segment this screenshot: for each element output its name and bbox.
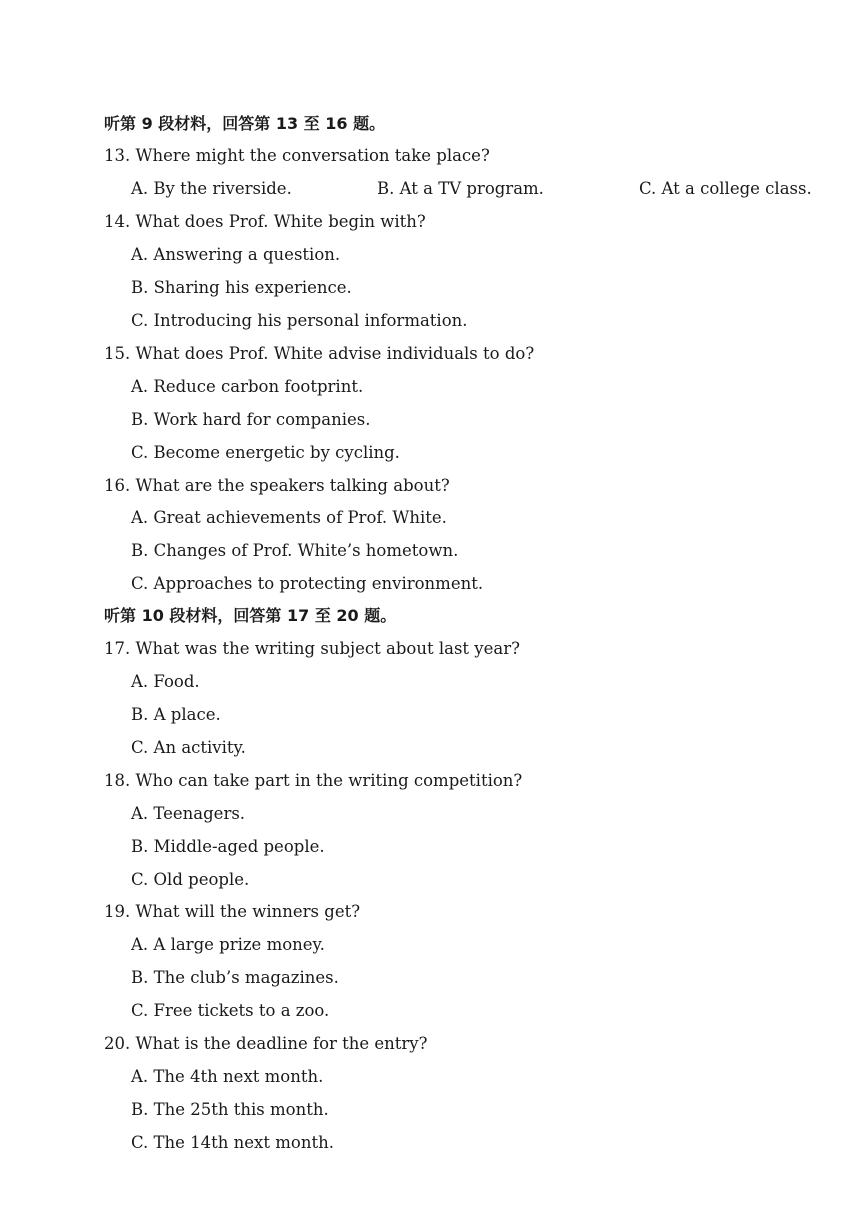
question-18-stem: 18. Who can take part in the writing competition? [104,771,523,790]
question-13-option-c: C. At a college class. [639,179,812,198]
section-heading-9: 听第 9 段材料，回答第 13 至 16 题。 [104,114,386,133]
question-17-option-a: A. Food. [131,672,200,691]
question-20-option-a: A. The 4th next month. [131,1067,324,1086]
question-14-stem: 14. What does Prof. White begin with? [104,212,426,231]
question-19-stem: 19. What will the winners get? [104,902,361,921]
question-13-option-b: B. At a TV program. [377,179,544,198]
question-19-option-a: A. A large prize money. [131,935,325,954]
question-16-option-c: C. Approaches to protecting environment. [131,574,484,593]
question-17-option-c: C. An activity. [131,738,246,757]
question-17-option-b: B. A place. [131,705,221,724]
question-16-stem: 16. What are the speakers talking about? [104,476,450,495]
question-16-option-a: A. Great achievements of Prof. White. [131,508,447,527]
question-19-option-c: C. Free tickets to a zoo. [131,1001,330,1020]
question-15-option-a: A. Reduce carbon footprint. [131,377,364,396]
question-15-stem: 15. What does Prof. White advise individuals to do? [104,344,535,363]
question-18-option-a: A. Teenagers. [131,804,246,823]
question-15-option-c: C. Become energetic by cycling. [131,443,400,462]
question-16-option-b: B. Changes of Prof. White’s hometown. [131,541,459,560]
question-20-stem: 20. What is the deadline for the entry? [104,1034,428,1053]
question-20-option-c: C. The 14th next month. [131,1133,334,1152]
question-19-option-b: B. The club’s magazines. [131,968,339,987]
question-14-option-a: A. Answering a question. [131,245,341,264]
section-heading-10: 听第 10 段材料，回答第 17 至 20 题。 [104,606,397,625]
question-15-option-b: B. Work hard for companies. [131,410,371,429]
question-14-option-c: C. Introducing his personal information. [131,311,468,330]
question-13-option-a: A. By the riverside. [131,179,292,198]
question-14-option-b: B. Sharing his experience. [131,278,352,297]
question-20-option-b: B. The 25th this month. [131,1100,329,1119]
question-17-stem: 17. What was the writing subject about last year? [104,639,520,658]
question-18-option-b: B. Middle-aged people. [131,837,325,856]
question-13-stem: 13. Where might the conversation take place? [104,146,490,165]
question-18-option-c: C. Old people. [131,870,250,889]
